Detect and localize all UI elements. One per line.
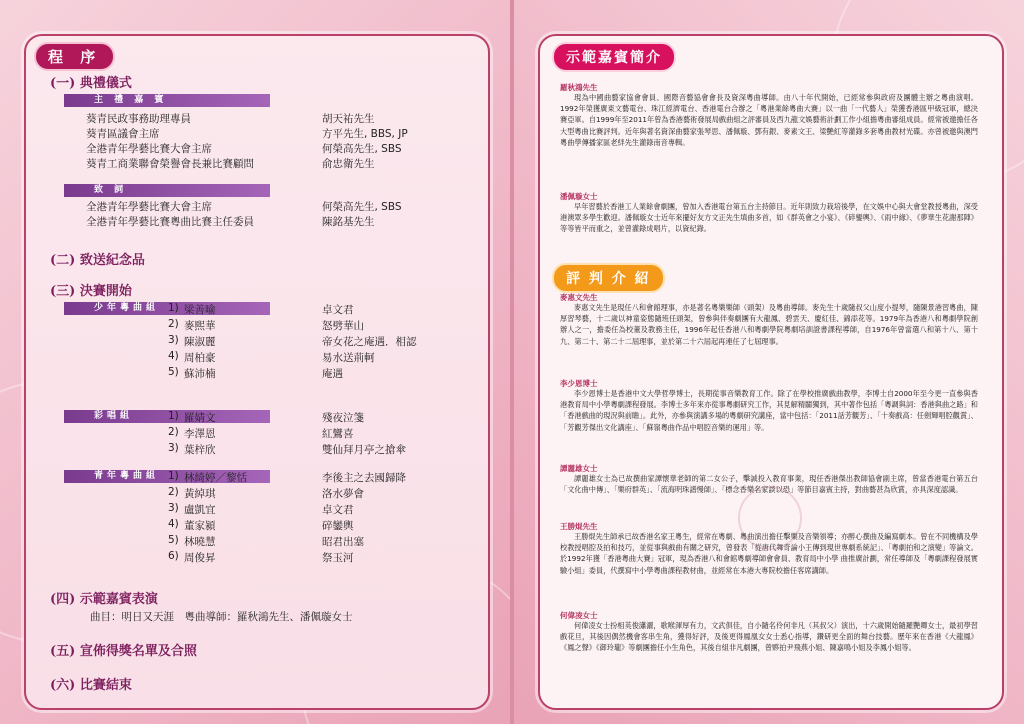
entry-song: 洛水夢會 <box>322 488 364 500</box>
section-awards: (五) 宣佈得獎名單及合照 <box>50 644 197 659</box>
guest-role: 全港青年學藝比賽大會主席 <box>86 143 212 155</box>
entry-name: 林曉慧 <box>184 536 216 548</box>
program-tab: 程 序 <box>34 42 115 71</box>
guests-intro-tab: 示範嘉賓簡介 <box>552 42 676 72</box>
entry-name: 周柏豪 <box>184 352 216 364</box>
section-end: (六) 比賽結束 <box>50 678 132 693</box>
entry-song: 易水送荊軻 <box>322 352 375 364</box>
entry-name: 董家潁 <box>184 520 216 532</box>
judge-name: 譚麗雄女士 <box>560 464 598 473</box>
judge-text: 何偉凌女士扮相英俊瀟灑，歌喉渾厚有力，文武俱佳，自小隨名伶何非凡（其叔父）演出，十六歲開始隨羅艷卿女士，最初學習戲花旦，其後因偶然機會客串生角，獲得好評，及後更得鳳凰女女士悉心指導，鑽研更全面的舞台技藝。歷年來在香港《大龍鳳》《鳳之聲》《御玲瓏》等劇團擔任小生角色，其後自組非凡劇團，曾夥拍尹飛燕小姐、陳嘉鳴小姐及李鳳小姐等。 <box>560 621 978 653</box>
guest-name: 何榮高先生, SBS <box>322 143 402 155</box>
band-youth: 青年粵曲組 <box>64 470 270 483</box>
guest-name: 俞忠衛先生 <box>322 158 375 170</box>
entry-name: 盧凱宜 <box>184 504 216 516</box>
demo-detail: 曲目：明日又天涯 粵曲導師：羅秋鴻先生、潘佩璇女士 <box>90 611 353 623</box>
entry-no: 1) <box>168 470 179 482</box>
entry-no: 4) <box>168 518 179 530</box>
entry-song: 雙仙拜月亭之搶傘 <box>322 444 406 456</box>
entry-song: 昭君出塞 <box>322 536 364 548</box>
speaker-name: 陳銘基先生 <box>322 216 375 228</box>
entry-no: 2) <box>168 318 179 330</box>
entry-song: 庵遇 <box>322 368 343 380</box>
entry-name: 羅婧文 <box>184 412 216 424</box>
entry-name: 陳淑麗 <box>184 336 216 348</box>
guest-name: 方平先生, BBS, JP <box>322 128 408 140</box>
entry-song: 紅鸞喜 <box>322 428 354 440</box>
band-junior: 少年粵曲組 <box>64 302 270 315</box>
entry-no: 2) <box>168 426 179 438</box>
judge-text: 李少恩博士是香港中文大學哲學博士，長期從事音樂教育工作。除了在學校推廣戲曲教學，李博士自2000年至今更一直參與香港教育局中小學粵劇課程發展。李博士多年來亦從事粵劇研究工作，其見解精闢獨到，其中著作包括「粵調與詞：香港與曲之路」和「香港戲曲的現況與前瞻」。此外，亦參與演講多場的粵劇研究講座，當中包括：「2011話芳觀芳」、「十奏戲高：任劍輝唱腔觀賞」、「芳觀芳傑出文化講座」、「蘇嶺粵曲作品中唱腔音樂的運用」等。 <box>560 389 978 432</box>
judge-text: 譚麗雄女士為已故撰曲家譚懷華老師的第二女公子，擊誠投入教育事業，現任香港傑出教師協會副主席，曾當香港電台第五台「文化曲中傳」、「樂府群英」、「流海明珠譜慢師」、「標念香樂名家談以恐」等節目嘉賓主持，對曲藝甚為欣賞，亦具深度認識。 <box>560 474 978 495</box>
entry-no: 3) <box>168 502 179 514</box>
entry-name: 林綺婷／黎恬 <box>184 472 247 484</box>
section-demo: (四) 示範嘉賓表演 <box>50 592 158 607</box>
band-speech: 致 詞 <box>64 184 270 197</box>
guest-role: 葵青區議會主席 <box>86 128 160 140</box>
entry-song: 卓文君 <box>322 304 354 316</box>
entry-no: 1) <box>168 302 179 314</box>
judge-text: 王勝焜先生師承已故香港名家王粵生，經常在粵劇、粵曲演出擔任擊樂及音樂領導；亦醉心撰曲及編寫劇本。曾在不同機構及學校教授唱腔及拍和技巧，並從事與戲曲有關之研究，曾發表「從唐代舞奇論小王傳到現世專劇系統記」、「粵劇拍和之演變」等論文。於1992年獲「香港粵曲大賽」冠軍，現為香港八和會館粵劇導師會會員、教育局中小學 曲推廣計劃，常任導師及「粵劇課程發展實驗小組」委員，代撰寫中小學粵曲課程教材曲，並經常在本港大專院校擔任客席講師。 <box>560 532 978 575</box>
entry-song: 祭玉河 <box>322 552 354 564</box>
section-souvenir: (二) 致送紀念品 <box>50 253 145 268</box>
entry-no: 5) <box>168 534 179 546</box>
entry-no: 3) <box>168 442 179 454</box>
entry-name: 梁善喻 <box>184 304 216 316</box>
profile-text: 現為中國曲藝家協會會員、國際音藝協會會長及資深粵曲導師。由八十年代開始，已經常參與政府及團體主辦之粵曲演唱。1992年榮獲廣東文藝電台、珠江經濟電台、香港電台合辦之「粵港業餘粵曲大賽」以一曲「一代藝人」榮獲香港區甲級冠軍，總決賽亞軍。自1999年至2011年曾為香港藝術發展局戲曲組之評審員及西九龍文娛藝術計劃工作小組擔粵曲審組成員。經常被邀擔任各大型粵曲比賽評判。近年與著名資深曲藝家張琴思、潘佩璇、鄧有銀、麥素文王、梁艷紅等灌錄多套粵曲教材光碟。亦曾被邀與澳門粵曲學傳播家區老絆先生灌錄南音專輯。 <box>560 93 978 147</box>
entry-song: 碎鑾輿 <box>322 520 354 532</box>
entry-no: 6) <box>168 550 179 562</box>
band-guests: 主 禮 嘉 賓 <box>64 94 270 107</box>
entry-name: 李澤恩 <box>184 428 216 440</box>
entry-name: 周俊昇 <box>184 552 216 564</box>
entry-no: 1) <box>168 410 179 422</box>
speaker-name: 何榮高先生, SBS <box>322 201 402 213</box>
guest-name: 胡天祐先生 <box>322 113 375 125</box>
entry-name: 黃綽琪 <box>184 488 216 500</box>
profile-name: 潘佩璇女士 <box>560 192 598 201</box>
guest-role: 葵青民政事務助理專員 <box>86 113 191 125</box>
page-fold <box>510 0 514 724</box>
speaker-role: 全港青年學藝比賽大會主席 <box>86 201 212 213</box>
entry-name: 葉梓欣 <box>184 444 216 456</box>
judge-name: 何偉凌女士 <box>560 611 598 620</box>
entry-name: 蘇沛楠 <box>184 368 216 380</box>
section-final: (三) 決賽開始 <box>50 284 132 299</box>
entry-song: 卓文君 <box>322 504 354 516</box>
judge-name: 王勝焜先生 <box>560 522 598 531</box>
entry-song: 李後主之去國歸降 <box>322 472 406 484</box>
entry-song: 帝女花之庵遇．相認 <box>322 336 417 348</box>
entry-no: 2) <box>168 486 179 498</box>
entry-song: 殘夜泣箋 <box>322 412 364 424</box>
guest-role: 葵青工商業聯會榮譽會長兼比賽顧問 <box>86 158 254 170</box>
entry-song: 怒劈華山 <box>322 320 364 332</box>
entry-name: 麥熙華 <box>184 320 216 332</box>
entry-no: 4) <box>168 350 179 362</box>
judge-name: 麥惠文先生 <box>560 293 598 302</box>
section-ceremony: (一) 典禮儀式 <box>50 76 132 91</box>
profile-text: 早年習藝於香港工人業餘會劇團，曾加入香港電台第五台主持節目。近年則致力栽培後學，在文娛中心與大會堂教授粵曲，深受港澳眾多學生歡迎。潘佩璇女士近年來擺好友方文正先生填曲多首，如《群英會之小宴》、《碎鑾輿》、《雨中緣》、《夢華生花謝那陣》等等皆平而重之，並曾灌錄成唱片，以資紀錄。 <box>560 202 978 234</box>
speaker-role: 全港青年學藝比賽粵曲比賽主任委員 <box>86 216 254 228</box>
judge-name: 李少恩博士 <box>560 379 598 388</box>
entry-no: 3) <box>168 334 179 346</box>
entry-no: 5) <box>168 366 179 378</box>
band-duet: 彩唱組 <box>64 410 270 423</box>
profile-name: 羅秋鴻先生 <box>560 83 598 92</box>
judges-intro-tab: 評 判 介 紹 <box>552 263 665 293</box>
judge-text: 麥惠文先生是現任八和會館理事，亦是著名粵樂樂師（頭架）及粵曲導師。麥先生十歲隨叔父山度小提琴，隨陳景港習粵曲，陳厚習琴藝，十二歲以神童姿態隨班任頭架，曾參與伴奏劇團有大龍鳳、碧雲天、慶紅佳、錦添花等。1979年為香港八和粵劇學院創辦人之一，擔委任為校董及教務主任，1996年起任香港八和粵劇學院粵劇培訓證書課程導師，自1976年曾當選八和第十八、第十九、第二十、第二十二屆理事，並於第二十六屆起再連任了七屆理事。 <box>560 303 978 346</box>
